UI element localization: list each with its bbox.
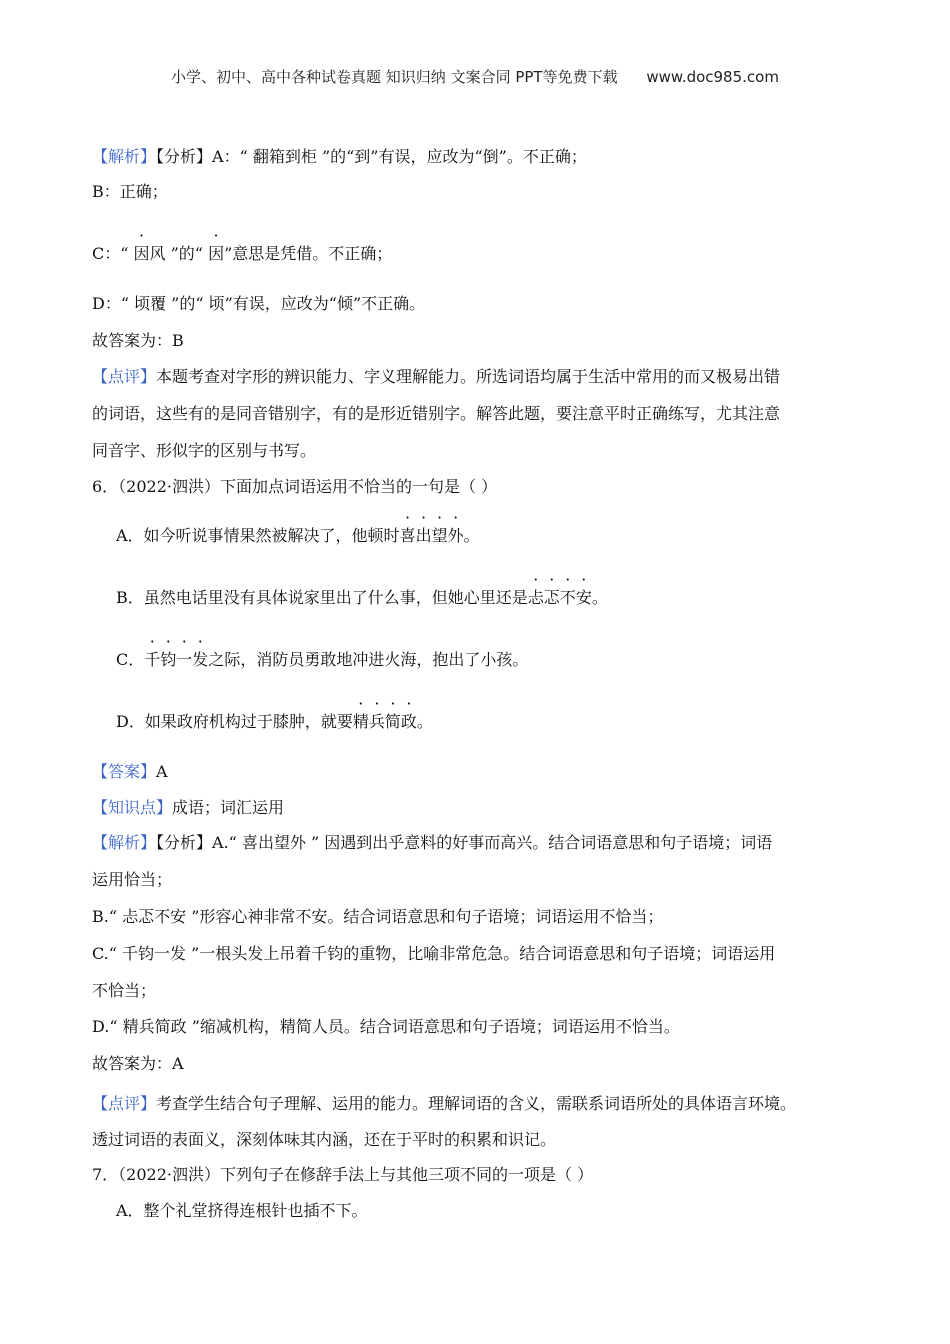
dotted-char: 发 (192, 650, 209, 669)
q6-analysis-3b: 不恰当； (92, 981, 157, 1000)
dotted-char: 因 (133, 244, 150, 263)
q6-answer-value: A (156, 762, 168, 781)
dotted-char: 因 (208, 244, 225, 263)
q6-dianping-2: 透过词语的表面义，深刻体味其内涵，还在于平时的积累和识记。 (92, 1130, 557, 1149)
dotted-char: 兵 (368, 712, 385, 731)
q5-line-a: A：“ 翻箱到柜 ”的“到”有误，应改为“倒”。不正确； (212, 147, 587, 166)
q5-line-b: B：正确； (92, 182, 168, 201)
q6-c-post: 之际，消防员勇敢地冲进火海，抱出了小孩。 (208, 650, 529, 669)
q6-a-pre: A．如今听说事情果然被解决了，他顿时 (116, 526, 400, 545)
q6-dp1: 考查学生结合句子理解、运用的能力。理解词语的含义，需联系词语所处的具体语言环境。 (156, 1094, 797, 1113)
q6-zhishi (92, 797, 284, 819)
q6-b-pre: B．虽然电话里没有具体说家里出了什么事，但她心里还是 (116, 588, 528, 607)
q6-guda: 故答案为：A (92, 1054, 184, 1073)
q6-j1: A.“ 喜出望外 ” 因遇到出乎意料的好事而高兴。结合词语意思和句子语境；词语 (212, 833, 773, 852)
dotted-char: 政 (400, 712, 417, 731)
q6-b-post: 。 (591, 588, 608, 607)
header-site: www.doc985.com (646, 68, 779, 86)
dotted-char: 钧 (160, 650, 177, 669)
q5-analysis-c (92, 243, 392, 265)
q5-dianping-1 (92, 366, 780, 388)
q6-c-pre: C． (116, 650, 145, 669)
q6-option-b (116, 587, 608, 609)
page-header (0, 66, 950, 87)
q5-c-mid: 风 ”的“ (149, 244, 209, 263)
dotted-char: 千 (144, 650, 161, 669)
jiexi-tag: 【解析】 (92, 833, 157, 852)
q7-option-a: A．整个礼堂挤得连根针也插不下。 (116, 1201, 368, 1220)
q6-analysis-1b: 运用恰当； (92, 870, 173, 889)
dotted-char: 一 (176, 650, 193, 669)
dotted-char: 外 (447, 526, 464, 545)
q6-d-post: 。 (416, 712, 433, 731)
q5-analysis-a (92, 146, 587, 168)
q6-zhishi-value: 成语；词汇运用 (172, 798, 285, 817)
q6-answer (92, 761, 168, 783)
q6-analysis-4: D.“ 精兵简政 ”缩减机构，精简人员。结合词语意思和句子语境；词语运用不恰当。 (92, 1017, 680, 1036)
dianping-tag: 【点评】 (92, 367, 157, 386)
q6-option-a (116, 525, 480, 547)
q5-dianping-3: 同音字、形似字的区别与书写。 (92, 441, 317, 460)
dotted-char: 忐 (527, 588, 544, 607)
zhishi-tag: 【知识点】 (92, 798, 173, 817)
q6-option-d (116, 711, 433, 733)
dotted-char: 精 (352, 712, 369, 731)
q5-c-post: ”意思是凭借。不正确； (224, 244, 393, 263)
q6-d-pre: D．如果政府机构过于膝肿，就要 (116, 712, 353, 731)
answer-tag: 【答案】 (92, 762, 157, 781)
q5-c-pre: C：“ (92, 244, 134, 263)
q6-analysis-2: B.“ 忐忑不安 ”形容心神非常不安。结合词语意思和句子语境；词语运用不恰当； (92, 907, 664, 926)
dotted-char: 安 (575, 588, 592, 607)
q6-option-c (116, 649, 528, 671)
dotted-char: 喜 (399, 526, 416, 545)
q7-stem: 7．（2022·泗洪）下列句子在修辞手法上与其他三项不同的一项是（ ） (92, 1165, 594, 1184)
dotted-char: 不 (559, 588, 576, 607)
fenxi-tag: 【分析】 (156, 147, 213, 166)
q6-analysis-1 (92, 832, 772, 854)
q5-dp1: 本题考查对字形的辨识能力、字义理解能力。所选词语均属于生活中常用的而又极易出错 (156, 367, 781, 386)
dotted-char: 望 (431, 526, 448, 545)
dotted-char: 忑 (543, 588, 560, 607)
q5-guda: 故答案为：B (92, 331, 184, 350)
fenxi-tag: 【分析】 (156, 833, 213, 852)
jiexi-tag: 【解析】 (92, 147, 157, 166)
q5-dianping-2: 的词语，这些有的是同音错别字，有的是形近错别字。解答此题，要注意平时正确练写，尤其注意 (92, 404, 781, 423)
q6-a-post: 。 (463, 526, 480, 545)
q6-dianping-1 (92, 1093, 796, 1115)
q6-stem: 6．（2022·泗洪）下面加点词语运用不恰当的一句是（ ） (92, 477, 498, 496)
dotted-char: 简 (384, 712, 401, 731)
q6-analysis-3: C.“ 千钧一发 ”一根头发上吊着千钧的重物，比喻非常危急。结合词语意思和句子语境；词语运用 (92, 944, 776, 963)
header-title: 小学、初中、高中各种试卷真题 知识归纳 文案合同 PPT等免费下载 (171, 68, 618, 86)
dotted-char: 出 (415, 526, 432, 545)
q5-line-d: D：“ 顷覆 ”的“ 顷”有误，应改为“倾”不正确。 (92, 294, 426, 313)
dianping-tag: 【点评】 (92, 1094, 157, 1113)
